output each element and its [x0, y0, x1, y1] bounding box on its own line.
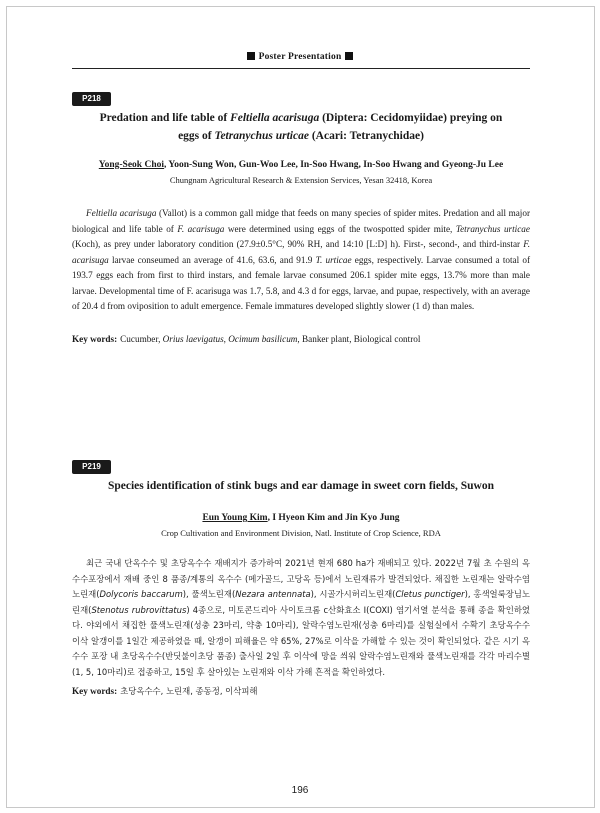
section-header-label: Poster Presentation	[258, 52, 342, 62]
paper-authors: Eun Young Kim, I Hyeon Kim and Jin Kyo Jung	[202, 513, 400, 523]
paper-abstract: 최근 국내 단옥수수 및 초당옥수수 재배지가 증가하여 2021년 현재 680 ha가 재배되고 있다. 2022년 7월 초 수원의 옥수수포장에서 재배 중인 8 품종/계통의 옥수수 (메가골드, 고당옥 등)에서 노린재류가 발견되었다. 채집한 노린재는 알락수염노린재(Dolycoris baccarum), 풀색노린재(Nezara antennata), 시골가시허리노린재(Cletus punctiger), 홍색얼룩장님노린재(Stenotus rubrovittatus) 4종으로, 미토콘드리아 사이토크롬 c산화효소 I(COXI) 염기서열 분석을 통해 종을 확인하였다. 야외에서 채집한 풀색노린재(성충 23마리, 약충 10마리), 알락수염노린재(성충 6마리)를 실험실에서 수확기 초당옥수수 이삭 알갱이를 1일간 제공하였을 때, 알갱이 피해율은 약 65%, 27%로 이삭을 가해할 수 있는 것이 확인되었다. 같은 시기 옥수수 포장 내 초당옥수수(반딧불이초당 품종) 출사일 2일 후 이삭에 망을 씌워 알락수염노린재와 풀색노린재를 각각 마리수별(1, 5, 10마리)로 접종하고, 15일 후 살아있는 노린재와 이삭 가해 흔적을 확인하였다.	[72, 558, 531, 677]
presenting-author: Eun Young Kim	[202, 513, 268, 523]
square-bullet-icon	[247, 52, 255, 60]
paper-keywords: Key words: 초당옥수수, 노린재, 종동정, 이삭피해	[72, 686, 258, 696]
paper-affiliation: Chungnam Agricultural Research & Extension Services, Yesan 32418, Korea	[169, 175, 433, 185]
paper-affiliation: Crop Cultivation and Environment Division, Natl. Institute of Crop Science, RDA	[161, 528, 441, 538]
paper-id-badge: P218	[72, 92, 111, 106]
paper-authors: Yong-Seok Choi, Yoon-Sung Won, Gun-Woo Lee, In-Soo Hwang, In-Soo Hwang and Gyeong-Ju Lee	[98, 160, 504, 170]
paper-id-badge: P219	[72, 460, 111, 474]
page-number: 196	[291, 785, 309, 796]
header-divider	[72, 68, 530, 69]
presenting-author: Yong-Seok Choi	[98, 160, 164, 170]
paper-title: Predation and life table of Feltiella acarisuga (Diptera: Cecidomyiidae) preying on eggs of Tetranychus urticae (Acari: Tetranychidae)	[99, 112, 503, 142]
section-header	[0, 52, 600, 62]
paper-keywords: Key words: Cucumber, Orius laevigatus, Ocimum basilicum, Banker plant, Biological control	[72, 334, 421, 344]
paper-abstract: Feltiella acarisuga (Vallot) is a common gall midge that feeds on many species of spider mites. Predation and all major biological and life table of F. acarisuga were determined using eggs of the twospotted spider mite, Tetranychus urticae (Koch), as prey under laboratory condition (27.9±0.5°C, 90% RH, and 14:10 [L:D] h). First-, second-, and third-instar F. acarisuga larvae conseumed an average of 41.6, 63.6, and 91.9 T. urticae eggs, respectively. Larvae consumed a total of 193.7 eggs each from first to third instars, and female larvae consumed 206.1 spider mite eggs, 13.7% more than male larvae. Developmental time of F. acarisuga was 1.7, 5.8, and 4.3 d for eggs, larvae, and pupae, respectively, with an average of 20.4 d from oviposition to adult emergence. Female immatures developed slightly slower (1 d) than males.	[72, 208, 531, 311]
square-bullet-icon	[345, 52, 353, 60]
paper-title: Species identification of stink bugs and ear damage in sweet corn fields, Suwon	[107, 480, 495, 492]
